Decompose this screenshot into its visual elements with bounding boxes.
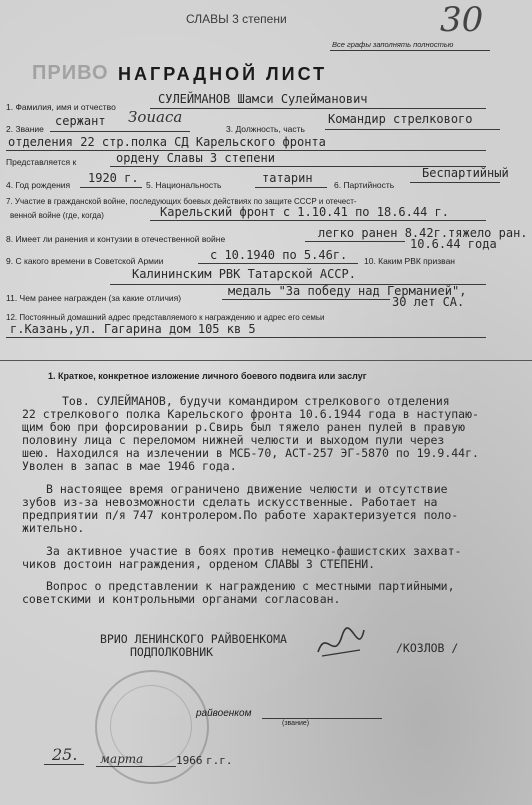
field-3-value-b: отделения 22 стр.полка СД Карельского фронта xyxy=(8,135,326,149)
field-6-label: 6. Партийность xyxy=(334,180,395,190)
field-12-value: г.Казань,ул. Гагарина дом 105 кв 5 xyxy=(10,322,256,336)
field-8-label: 8. Имеет ли ранения и контузии в отечественной войне xyxy=(6,234,226,244)
faded-stamp-text: ПРИВО xyxy=(32,62,109,84)
field-5-value: татарин xyxy=(262,171,313,185)
field-7-value: Карельский фронт с 1.10.41 по 18.6.44 г. xyxy=(160,205,449,219)
field-4-value: 1920 г. xyxy=(88,171,139,185)
signatory-name: /КОЗЛОВ / xyxy=(396,641,459,655)
field-1-label: 1. Фамилия, имя и отчество xyxy=(6,102,116,112)
field-8-value-b: 10.6.44 года xyxy=(410,237,497,251)
field-10-value: Калининским РВК Татарской АССР. xyxy=(132,267,356,281)
field-3-value-a: Командир стрелкового xyxy=(328,112,473,126)
section-heading: 1. Краткое, конкретное изложение личного боевого подвига или заслуг xyxy=(48,371,367,381)
field-2-handwritten: Зоиаса xyxy=(128,108,183,126)
field-1-value: СУЛЕЙМАНОВ Шамси Сулейманович xyxy=(158,92,368,106)
field-9-label: 9. С какого времени в Советской Армии xyxy=(6,256,164,266)
field-8-value: легко ранен 8.42г.тяжело ран. xyxy=(318,226,528,240)
field-3-label: 3. Должность, часть xyxy=(226,124,305,134)
narrative-line: чиков достоин награждения, орденом СЛАВЫ 3 СТЕПЕНИ. xyxy=(22,557,376,571)
date-day: 25. xyxy=(52,745,78,764)
date-year: 1966 xyxy=(176,754,203,767)
narrative-line: Уволен в запас в мае 1946 года. xyxy=(22,459,237,473)
order-degree-label: СЛАВЫ 3 степени xyxy=(186,12,287,26)
field-11-label: 11. Чем ранее награжден (за какие отличия) xyxy=(6,293,182,303)
field-4-label: 4. Год рождения xyxy=(6,180,71,190)
narrative-line: Тов. СУЛЕЙМАНОВ, будучи командиром стрелкового отделения xyxy=(62,394,450,408)
field-12-label: 12. Постоянный домашний адрес представляемого к награждению и адрес его семьи xyxy=(6,313,325,322)
date-suffix: г.г. xyxy=(206,754,233,767)
narrative-line: 22 стрелкового полка Карельского фронта 10.6.1944 года в наступаю- xyxy=(22,407,479,421)
raivoenkom-label: райвоенком xyxy=(196,708,252,719)
narrative-line: предприятии п/я 747 контролером.По работе характеризуется поло- xyxy=(22,508,459,522)
page-number: 30 xyxy=(440,0,484,40)
field-2-value: сержант xyxy=(55,114,106,128)
narrative-line: За активное участие в боях против немецко-фашистских захват- xyxy=(46,544,462,558)
field-5-label: 5. Национальность xyxy=(146,180,222,190)
narrative-line: шею. Находился на излечении в МСБ-70, АСТ-257 ЭГ-5870 по 19.9.44г. xyxy=(22,446,479,460)
field-11-value-a: медаль "За победу над Германией", xyxy=(228,284,467,298)
narrative-line: щим бою при форсировании р.Свирь был тяжело ранен пулей в правую xyxy=(22,420,466,434)
zvanie-caption: (звание) xyxy=(282,720,310,727)
field-10-label: 10. Каким РВК призван xyxy=(364,256,455,266)
signature-scribble xyxy=(312,622,372,666)
narrative-line: жительно. xyxy=(22,521,85,535)
date-month: марта xyxy=(100,752,144,766)
signatory-title: ВРИО ЛЕНИНСКОГО РАЙВОЕНКОМА xyxy=(100,632,287,646)
field-11-value-b: 30 лет СА. xyxy=(392,295,465,309)
signatory-rank: ПОДПОЛКОВНИК xyxy=(130,645,214,659)
field-9-value: с 10.1940 по 5.46г. xyxy=(210,248,348,262)
narrative-line: Вопрос о представлении к награждению с местными партийными, xyxy=(46,579,455,593)
narrative-line: половину лица с переломом нижней челюсти и выходом пули через xyxy=(22,433,445,447)
field-2-label: 2. Звание xyxy=(6,124,44,134)
fill-all-note: Все графы заполнять полностью xyxy=(332,40,454,49)
field-7-label-a: 7. Участие в гражданской войне, последующих боевых действиях по защите СССР и отечест- xyxy=(6,197,357,206)
narrative-line: зубов из-за невозможности сделать искусственные. Работает на xyxy=(22,495,438,509)
narrative-line: советскими и контрольными органами согласован. xyxy=(22,592,341,606)
presented-label: Представляется к xyxy=(6,157,77,167)
field-7-label-b: венной войне (где, когда) xyxy=(10,211,104,220)
presented-value: ордену Славы 3 степени xyxy=(116,151,275,165)
document-title: НАГРАДНОЙ ЛИСТ xyxy=(118,64,328,84)
field-6-value: Беспартийный xyxy=(422,166,509,180)
narrative-line: В настоящее время ограничено движение челюсти и отсутствие xyxy=(46,482,448,496)
